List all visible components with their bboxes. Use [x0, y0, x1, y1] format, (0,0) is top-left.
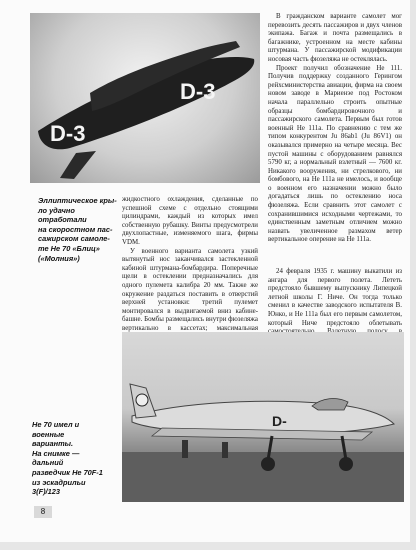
aircraft-photo-bottom — [122, 332, 404, 502]
page-edge-bottom — [0, 542, 416, 550]
he70-blitz-illustration — [30, 13, 260, 183]
caption-line: варианты. — [32, 439, 74, 449]
paragraph: жидкостного охлаждения, сделанные по успешной схеме с отдельно стоящими цилиндрами, каждый из которых имел собственную рубашку. Винты предусмотрели двухлопастные, изменяемого шага, фирмы VDM. — [122, 196, 258, 246]
marking-left: D-3 — [50, 121, 86, 146]
caption-line: разведчик He 70F-1 — [32, 467, 103, 477]
page-edge-right — [410, 0, 416, 550]
caption-line: 3(F)/123 — [32, 487, 60, 497]
caption-line: из эскадрильи — [32, 477, 86, 487]
paragraph: 24 февраля 1935 г. машину выкатили из ангара для первого полета. Лететь предстояло бывшему выпускнику Липецкой летной школы Г. Ниче. Он тогда только сменил в качестве заводского испытателя В. Юнко, и He 111a был его первым самолетом, который Ниче предстояло облетывать — [268, 268, 402, 327]
caption-line: Эллиптическое кры- — [38, 196, 117, 205]
caption-top-photo — [38, 196, 118, 263]
page-number: 8 — [34, 506, 52, 518]
caption-line: сажирском самоле- — [38, 234, 110, 244]
marking-bottom: D- — [272, 413, 287, 429]
paragraph: В гражданском варианте самолет мог перевозить десять пассажиров и двух членов экипажа. Багаж и почта размещались в багажнике, устроенном на месте кабины штурмана. У пассажирской модификации носовая часть фюзеляжа не остеклялась. — [268, 13, 402, 63]
caption-bottom-photo — [32, 420, 112, 497]
caption-line: («Молния») — [38, 253, 80, 263]
he70f-illustration — [122, 332, 404, 502]
caption-line: на скоростном пас- — [38, 224, 113, 234]
paragraph: Проект получил обозначение He 111. Получив поддержку созданного Герингом рейхсминистерства авиации, фирма на своем новом заводе в Мариенэе под Ростоком начала параллельно строить опытные образцы бомбардировочного и пассажирского самолета. Первым был готов военный He 111a. По сравнению с тем же типом конкурентом Ju 86ab1 (Ju 86V1) он оказывался примерно на четыре месяца. Вес пустой машины с оборудованием равнялся 5790 кг, а нормальный взлетный — 7600 кг. Никакого вооружения, ни стрелкового, ни бомбового, на He 111a не имелось, и вообще о военном его назначении можно было догадаться лишь по остеклению носа фюзеляжа. Если сравнить этот самолет с сохранившимися исходными чертежами, то единственным заметным отличием можно назвать увеличенное размахом ветер вертикальное оперение на He 111a. — [268, 64, 402, 244]
paragraph: У военного варианта самолета узкий вытянутый нос заканчивался застекленной кабиной штурмана-бомбардира. Поперечные щели в остеклении предназначались для одного пулемета калибра 20 мм. Также же окружение раздаться поставить в отверстий верхней установки: третий пулемет монтировался в выдвигаемой вниз кабине-башне. Бомбы размещались внутри фюзеляжа вертикально в кассетах; максимальная — [122, 247, 258, 332]
caption-line: He 70 имел и военные — [32, 420, 80, 439]
caption-line: На снимке — дальний — [32, 448, 80, 468]
marking-right: D-3 — [180, 79, 216, 104]
caption-line: ло удачно отработали — [38, 205, 87, 225]
text-column-right-top — [268, 13, 402, 245]
aircraft-photo-top — [30, 13, 260, 183]
caption-line: те He 70 «Блиц» — [38, 243, 100, 253]
